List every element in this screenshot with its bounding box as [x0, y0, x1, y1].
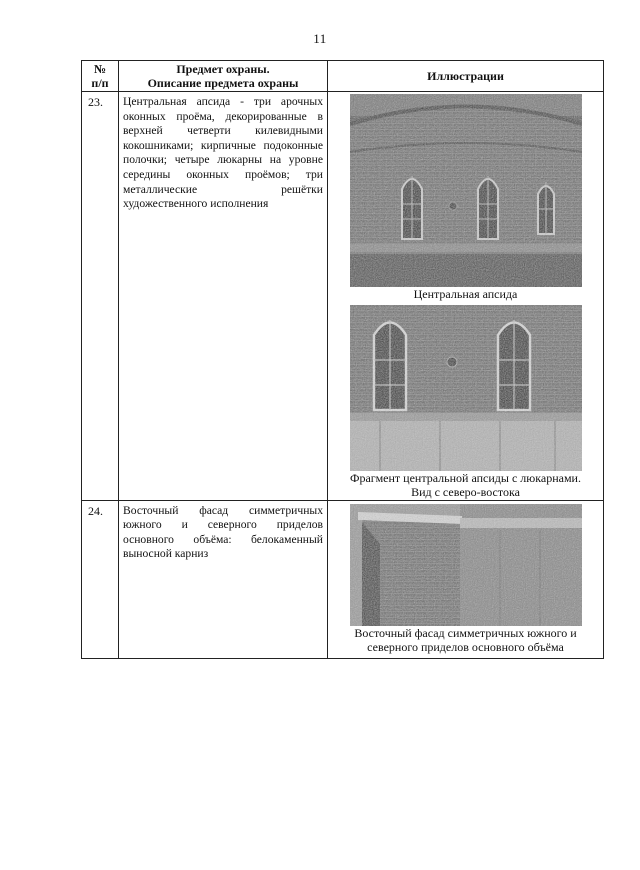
row-description: Восточный фасад симметричных южного и северного приделов основного объёма: белокаменный выносной карниз	[119, 500, 328, 658]
header-description-line2: Описание предмета охраны	[147, 76, 299, 90]
header-row	[82, 61, 604, 92]
row-illustrations	[328, 92, 604, 501]
row-description: Центральная апсида - три арочных оконных проёма, декорированные в верхней четверти килевидными кокошниками; кирпичные подоконные полочки; четыре люкарны на уровне середины оконных проёмов; три металлические решётки художественного исполнения	[119, 92, 328, 501]
table-row	[82, 500, 604, 658]
row-number: 23.	[82, 92, 119, 501]
photo-caption: Фрагмент центральной апсиды с люкарнами.	[350, 470, 581, 485]
header-number-line2: п/п	[91, 76, 109, 90]
photo-apse-fragment	[350, 305, 582, 471]
photo-east-facade	[350, 504, 582, 626]
photo-caption: Центральная апсида	[413, 287, 518, 301]
photo-caption: северного приделов основного объёма	[367, 640, 564, 654]
row-illustrations	[328, 500, 604, 658]
row-number: 24.	[82, 500, 119, 658]
photo-caption: Вид с северо-востока	[411, 485, 520, 499]
page-number: 11	[313, 31, 327, 46]
header-number-line1: №	[93, 62, 107, 76]
header-description-line1: Предмет охраны.	[176, 62, 270, 76]
header-illustrations: Иллюстрации	[328, 61, 604, 92]
protection-table	[81, 60, 604, 659]
table-row	[82, 92, 604, 501]
header-number	[82, 61, 119, 92]
photo-caption: Восточный фасад симметричных южного и	[354, 625, 577, 640]
photo-central-apse	[350, 94, 582, 287]
header-description	[119, 61, 328, 92]
